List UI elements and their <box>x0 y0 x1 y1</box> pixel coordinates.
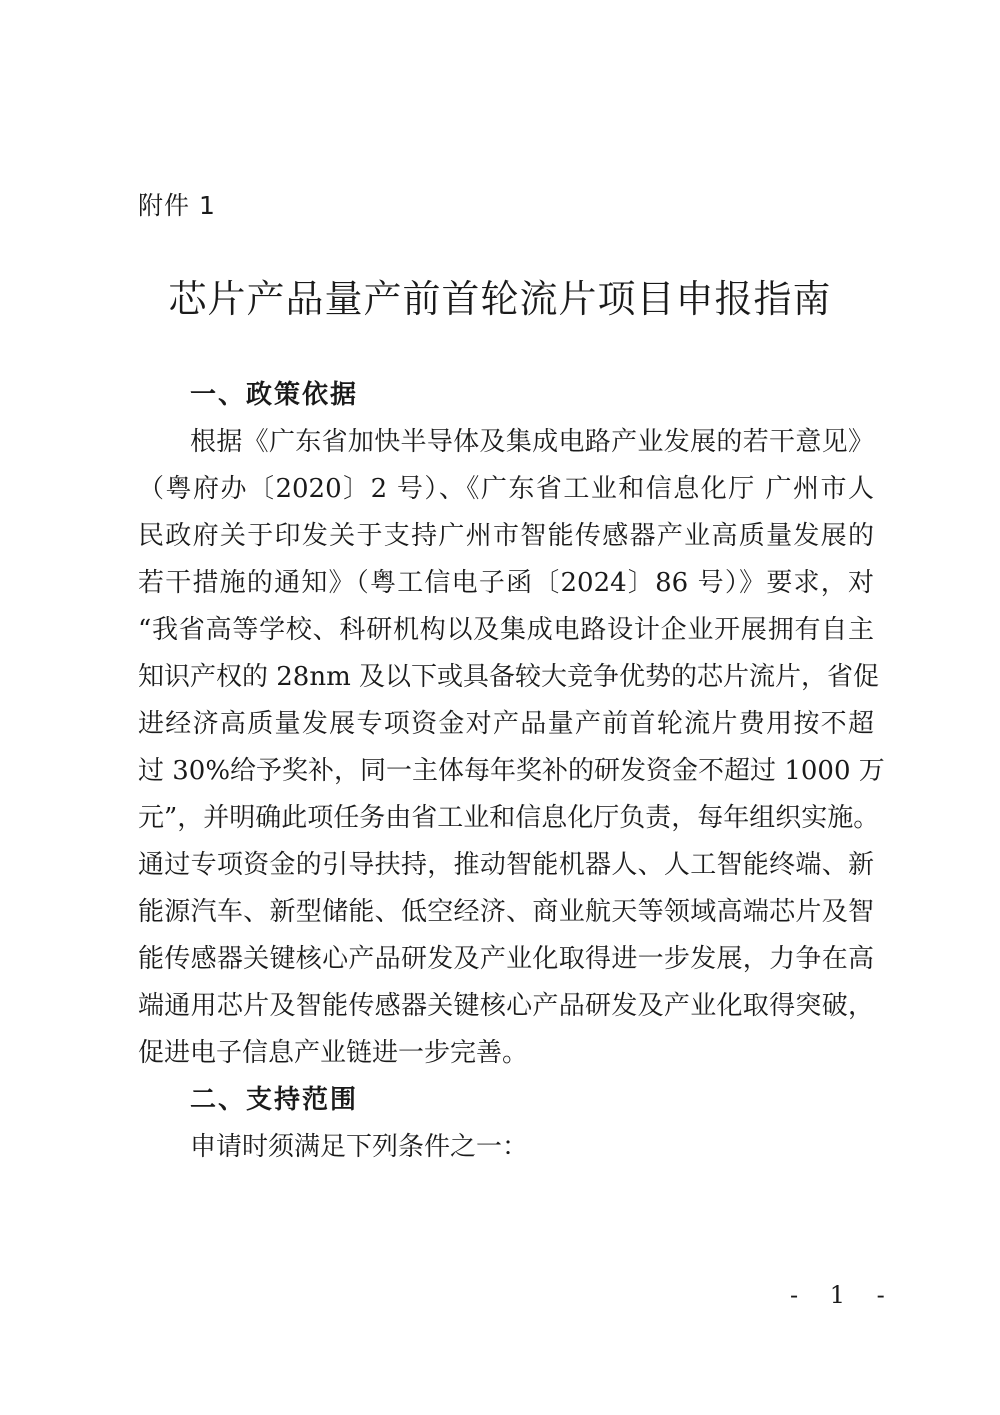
paragraph-line: （粤府办〔2020〕2 号）、《广东省工业和信息化厅 广州市人 <box>138 474 874 504</box>
section-heading-scope: 二、支持范围 <box>190 1085 359 1115</box>
attachment-label: 附件 1 <box>138 191 216 220</box>
paragraph-line: 若干措施的通知》（粤工信电子函〔2024〕86 号）》要求，对 <box>138 568 874 598</box>
paragraph-line: 知识产权的 28nm 及以下或具备较大竞争优势的芯片流片，省促 <box>138 662 880 692</box>
page-number: - 1 - <box>790 1281 897 1309</box>
paragraph-line: 根据《广东省加快半导体及集成电路产业发展的若干意见》 <box>190 427 874 457</box>
paragraph-line: 通过专项资金的引导扶持，推动智能机器人、人工智能终端、新 <box>138 850 874 880</box>
paragraph-line: 民政府关于印发关于支持广州市智能传感器产业高质量发展的 <box>138 521 874 551</box>
paragraph-line: 申请时须满足下列条件之一： <box>190 1132 529 1162</box>
paragraph-line: 能源汽车、新型储能、低空经济、商业航天等领域高端芯片及智 <box>138 897 874 927</box>
paragraph-line: 促进电子信息产业链进一步完善。 <box>138 1038 529 1068</box>
paragraph-line: “我省高等学校、科研机构以及集成电路设计企业开展拥有自主 <box>138 615 874 645</box>
paragraph-line: 端通用芯片及智能传感器关键核心产品研发及产业化取得突破， <box>138 991 874 1021</box>
paragraph-line: 能传感器关键核心产品研发及产业化取得进一步发展，力争在高 <box>138 944 874 974</box>
section-heading-policy: 一、政策依据 <box>190 380 359 410</box>
paragraph-line: 元”，并明确此项任务由省工业和信息化厅负责，每年组织实施。 <box>138 803 880 833</box>
paragraph-line: 进经济高质量发展专项资金对产品量产前首轮流片费用按不超 <box>138 709 874 739</box>
document-title: 芯片产品量产前首轮流片项目申报指南 <box>168 277 832 321</box>
paragraph-line: 过 30%给予奖补，同一主体每年奖补的研发资金不超过 1000 万 <box>138 756 885 786</box>
